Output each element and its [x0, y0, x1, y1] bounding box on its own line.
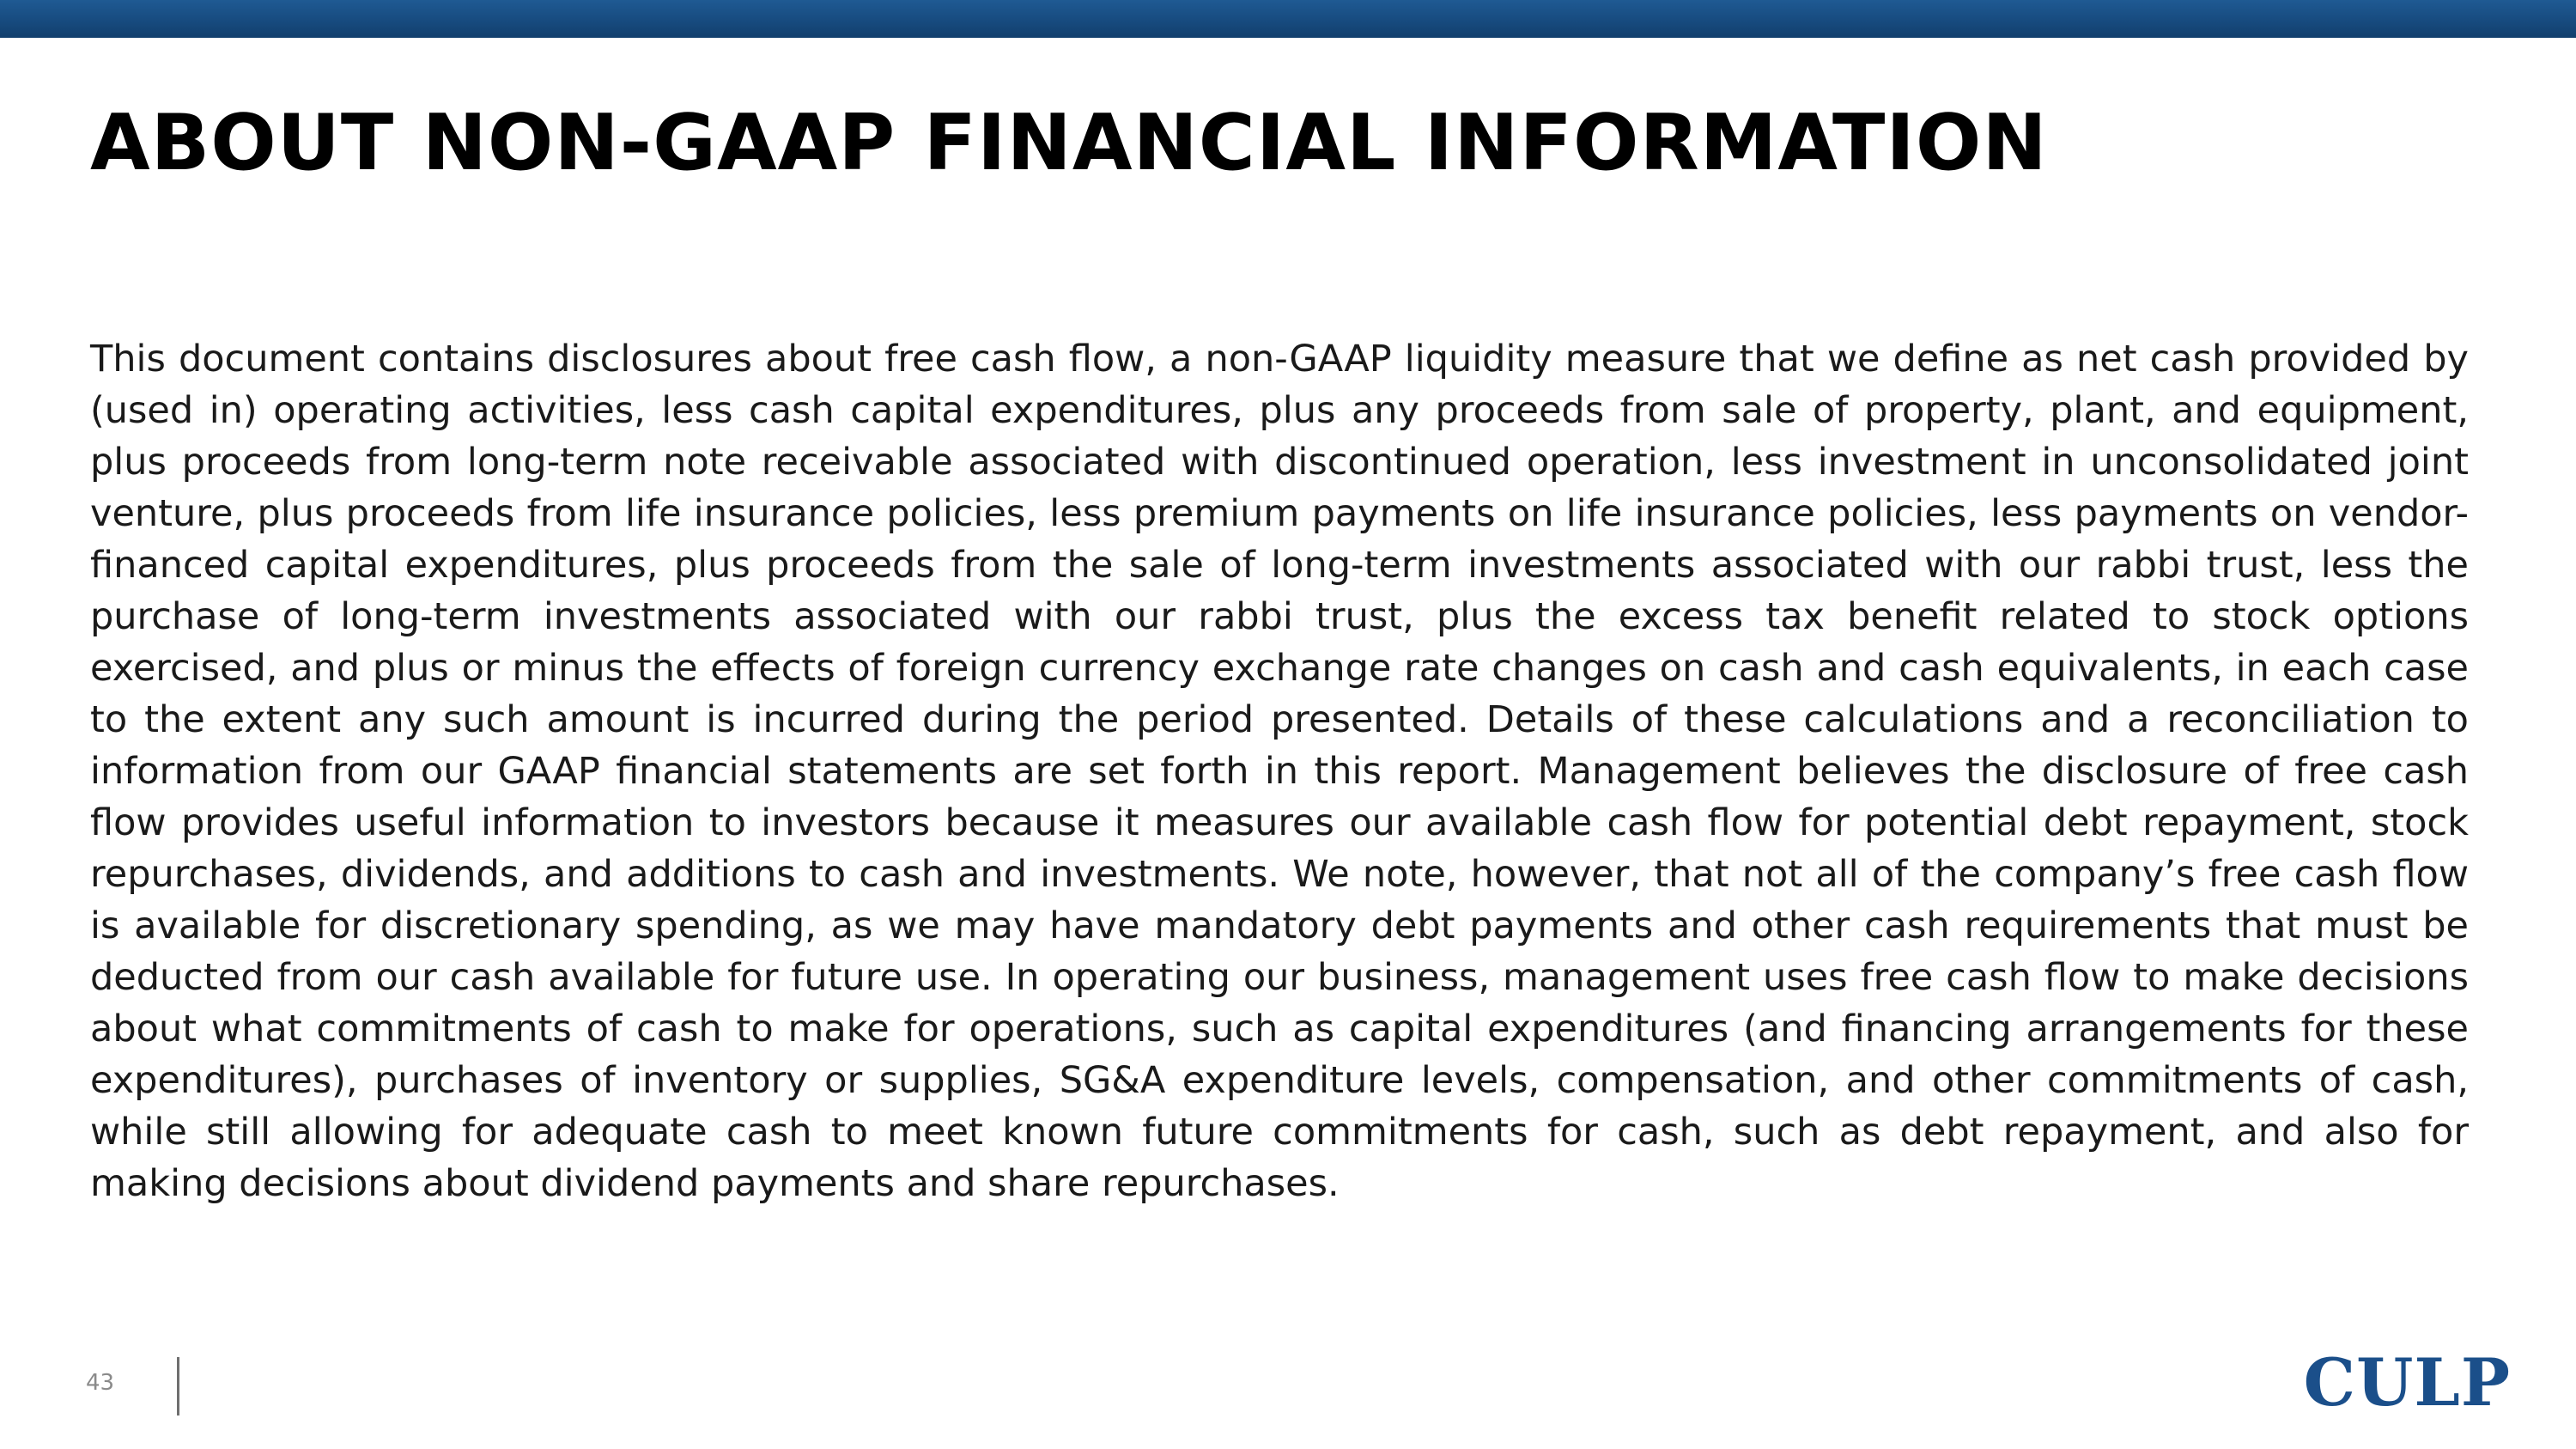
- slide-title: ABOUT NON-GAAP FINANCIAL INFORMATION: [90, 98, 2048, 188]
- header-band: [0, 0, 2576, 38]
- footer-divider: [177, 1357, 179, 1416]
- disclosure-paragraph: This document contains disclosures about free cash flow, a non-GAAP liquidity measure that we define as net cash provided by (used in) operating activities, less cash capital expenditures, plus any proceeds from sale of property, plant, and equipment, plus proceeds from long-term note receivable associated with discontinued operation, less investment in unconsolidated joint venture, plus proceeds from life insurance policies, less premium payments on life insurance policies, less payments on vendor-financed capital expenditures, plus proceeds from the sale of long-term investments associated with our rabbi trust, less the purchase of long-term investments associated with our rabbi trust, plus the excess tax benefit related to stock options exercised, and plus or minus the effects of foreign currency exchange rate changes on cash and cash equivalents, in each case to the extent any such amount is incurred during the period presented. Details of these calculations and a reconciliation to information from our GAAP financial statements are set forth in this report. Management believes the disclosure of free cash flow provides useful information to investors because it measures our available cash flow for potential debt repayment, stock repurchases, dividends, and additions to cash and investments. We note, however, that not all of the company’s free cash flow is available for discretionary spending, as we may have mandatory debt payments and other cash requirements that must be deducted from our cash available for future use. In operating our business, management uses free cash flow to make decisions about what commitments of cash to make for operations, such as capital expenditures (and financing arrangements for these expenditures), purchases of inventory or supplies, SG&A expenditure levels, compensation, and other commitments of cash, while still allowing for adequate cash to meet known future commitments for cash, such as debt repayment, and also for making decisions about dividend payments and share repurchases.: [90, 338, 2469, 1205]
- page-number: 43: [86, 1370, 115, 1396]
- culp-logo: CULP: [2303, 1344, 2511, 1421]
